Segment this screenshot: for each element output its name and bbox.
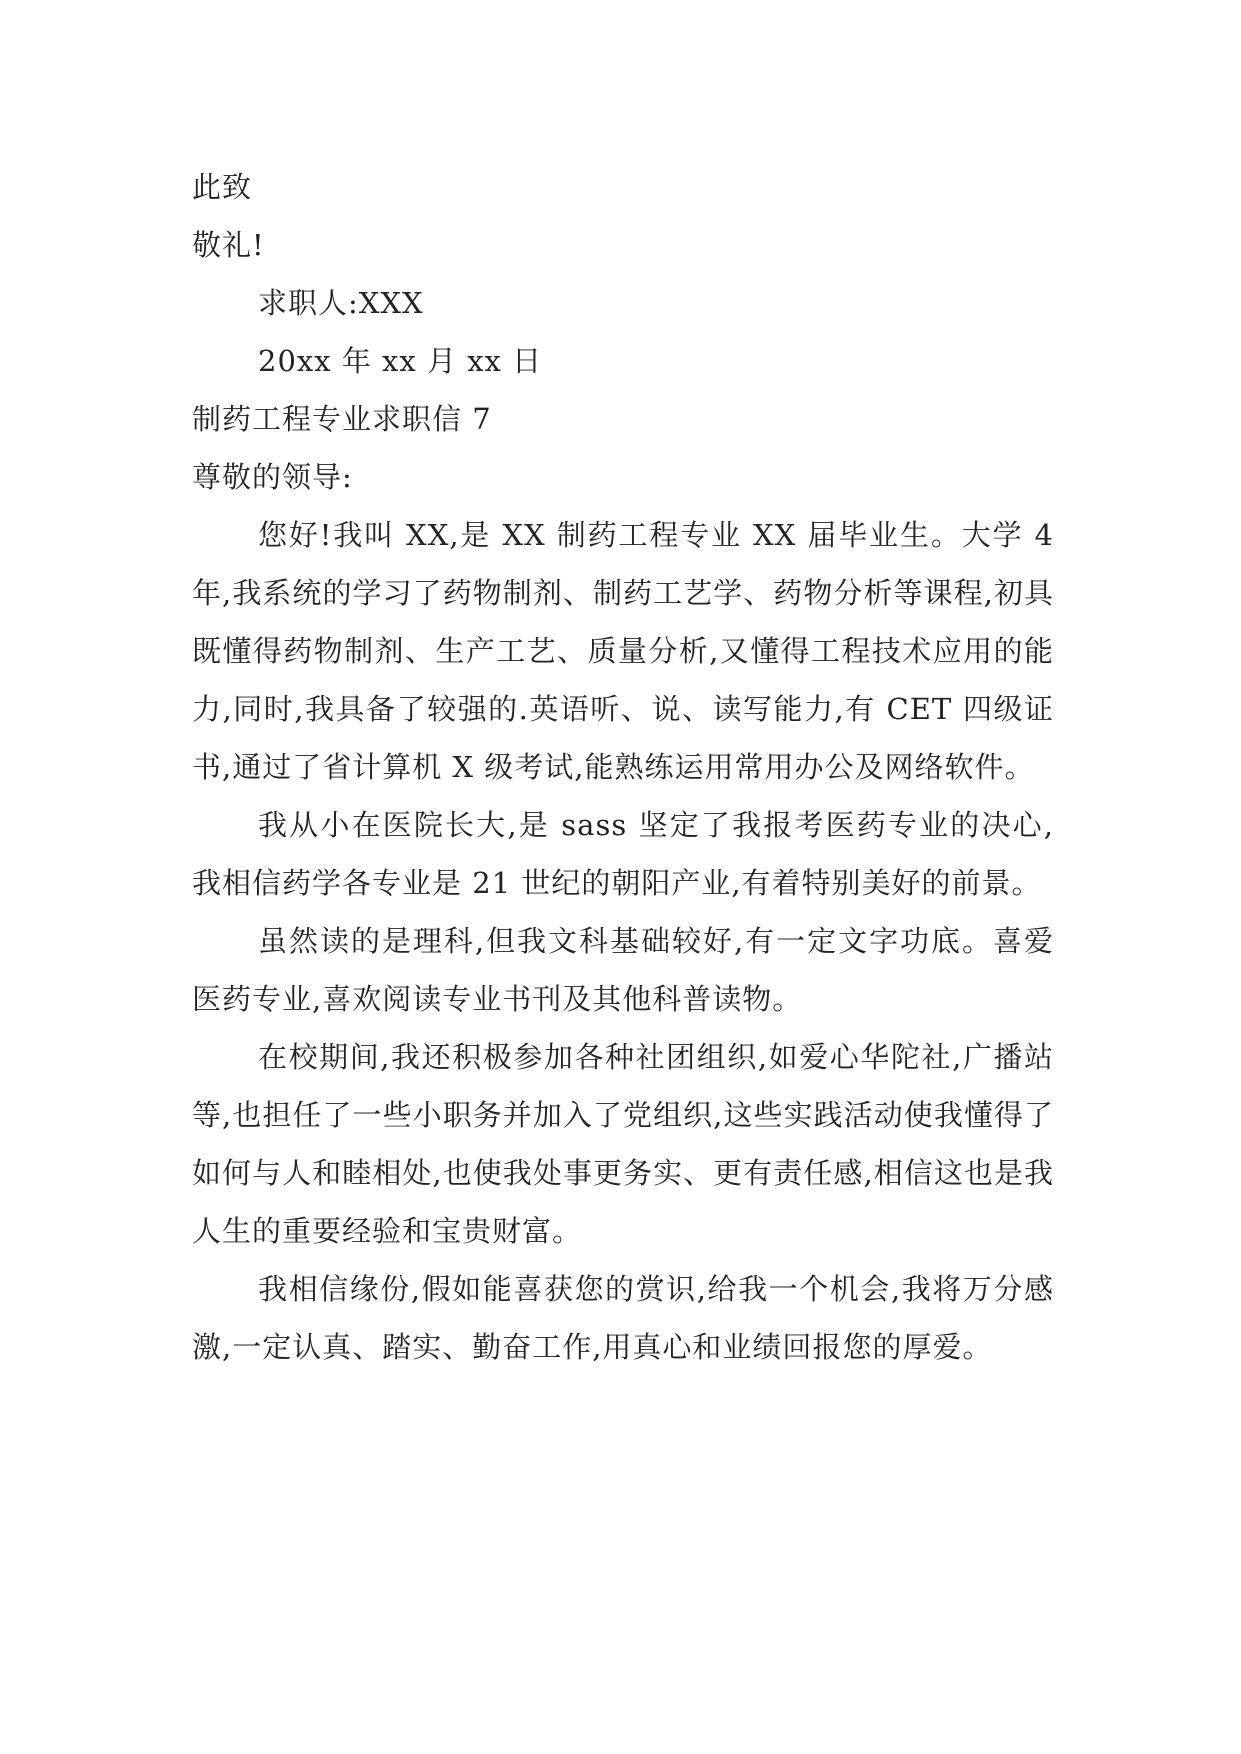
letter-title: 制药工程专业求职信 7 [192, 402, 492, 436]
letter-body [192, 158, 1054, 1376]
paragraph-motivation: 我从小在医院长大,是 sass 坚定了我报考医药专业的决心,我相信药学各专业是 21 世纪的朝阳产业,有着特别美好的前景。 [192, 808, 1054, 900]
paragraph-background: 虽然读的是理科,但我文科基础较好,有一定文字功底。喜爱医药专业,喜欢阅读专业书刊及其他科普读物。 [192, 924, 1054, 1016]
paragraph-closing: 我相信缘份,假如能喜获您的赏识,给我一个机会,我将万分感激,一定认真、踏实、勤奋工作,用真心和业绩回报您的厚爱。 [192, 1272, 1054, 1364]
letter-greeting: 尊敬的领导: [192, 460, 353, 494]
closing-salutation-2: 敬礼! [192, 228, 265, 262]
paragraph-activities: 在校期间,我还积极参加各种社团组织,如爱心华陀社,广播站等,也担任了一些小职务并加入了党组织,这些实践活动使我懂得了如何与人和睦相处,也使我处事更务实、更有责任感,相信这也是我人生的重要经验和宝贵财富。 [192, 1040, 1054, 1248]
closing-salutation-1: 此致 [192, 170, 253, 204]
paragraph-intro: 您好!我叫 XX,是 XX 制药工程专业 XX 届毕业生。大学 4 年,我系统的学习了药物制剂、制药工艺学、药物分析等课程,初具既懂得药物制剂、生产工艺、质量分析,又懂得工程技术应用的能力,同时,我具备了较强的.英语听、说、读写能力,有 CET 四级证书,通过了省计算机 X 级考试,能熟练运用常用办公及网络软件。 [192, 518, 1054, 784]
signer-line: 求职人:XXX [258, 286, 424, 320]
date-line: 20xx 年 xx 月 xx 日 [258, 344, 543, 378]
